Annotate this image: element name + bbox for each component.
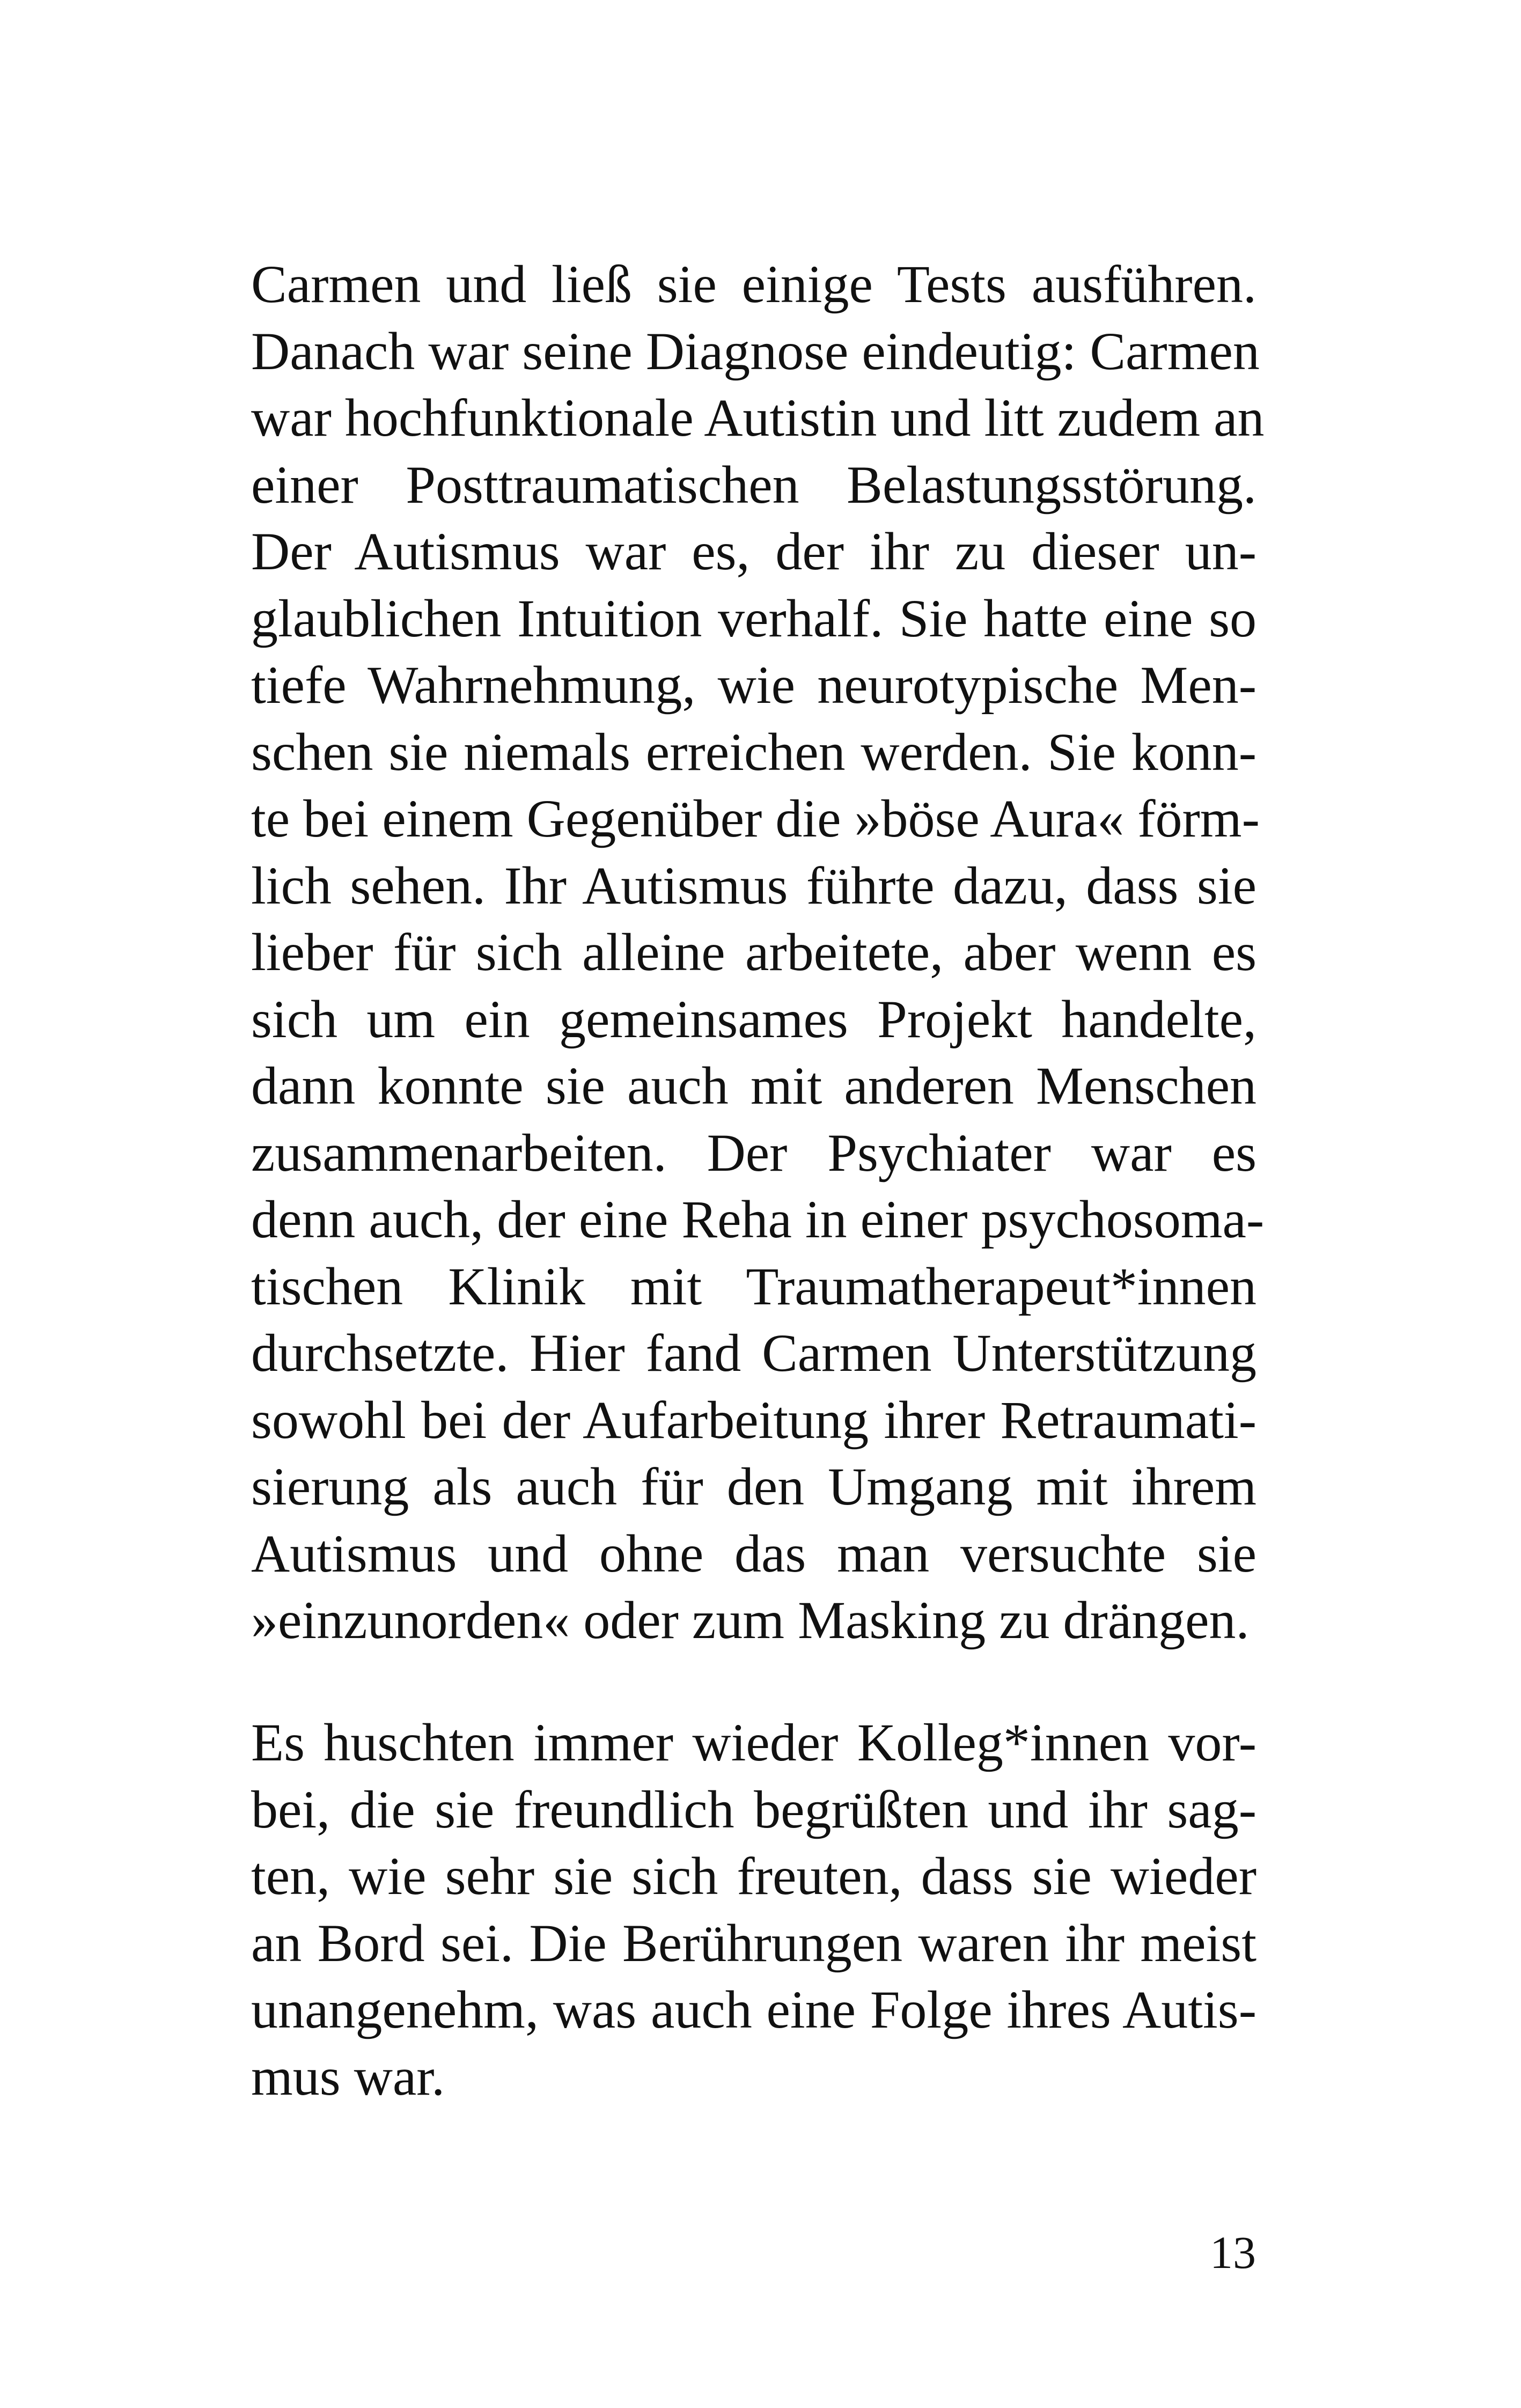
text-line: an Bord sei. Die Berührungen waren ihr meist <box>251 1913 1257 1973</box>
page-number: 13 <box>1210 2227 1256 2278</box>
text-line: te bei einem Gegenüber die »böse Aura« förm- <box>251 789 1260 848</box>
text-line: sich um ein gemeinsames Projekt handelte, <box>251 989 1257 1049</box>
text-line: war hochfunktionale Autistin und litt zudem an <box>251 388 1265 447</box>
text-line: denn auch, der eine Reha in einer psychosoma- <box>251 1190 1265 1249</box>
paragraph-1 <box>251 251 1265 1654</box>
text-line: Carmen und ließ sie einige Tests ausführen. <box>251 254 1257 314</box>
text-line: Autismus und ohne das man versuchte sie <box>251 1523 1257 1583</box>
text-line: zusammenarbeiten. Der Psychiater war es <box>251 1122 1257 1183</box>
text-line: Der Autismus war es, der ihr zu dieser un- <box>251 522 1257 581</box>
text-line: tischen Klinik mit Traumatherapeut*innen <box>251 1256 1257 1316</box>
text-line: sowohl bei der Aufarbeitung ihrer Retraumati- <box>251 1390 1257 1450</box>
text-line: glaublichen Intuition verhalf. Sie hatte eine so <box>251 588 1257 648</box>
text-line: bei, die sie freundlich begrüßten und ihr sag- <box>251 1779 1257 1839</box>
text-line: dann konnte sie auch mit anderen Menschen <box>251 1056 1257 1115</box>
text-line: Es huschten immer wieder Kolleg*innen vor- <box>251 1713 1257 1772</box>
text-line: lieber für sich alleine arbeitete, aber wenn es <box>251 922 1257 982</box>
text-line: lich sehen. Ihr Autismus führte dazu, dass sie <box>251 855 1257 915</box>
text-line: durchsetzte. Hier fand Carmen Unterstützung <box>251 1323 1257 1383</box>
text-line: mus war. <box>251 2046 445 2106</box>
paragraph-2 <box>251 1709 1257 2110</box>
text-line: ten, wie sehr sie sich freuten, dass sie wieder <box>251 1846 1257 1906</box>
text-line: tiefe Wahrnehmung, wie neurotypische Men- <box>251 655 1257 715</box>
text-line: »einzunorden« oder zum Masking zu drängen. <box>251 1590 1250 1650</box>
text-line: einer Posttraumatischen Belastungsstörung. <box>251 454 1257 515</box>
text-line: sierung als auch für den Umgang mit ihrem <box>251 1457 1257 1516</box>
text-line: unangenehm, was auch eine Folge ihres Autis- <box>251 1980 1257 2039</box>
text-line: schen sie niemals erreichen werden. Sie konn- <box>251 722 1257 782</box>
text-line: Danach war seine Diagnose eindeutig: Carmen <box>251 321 1260 381</box>
